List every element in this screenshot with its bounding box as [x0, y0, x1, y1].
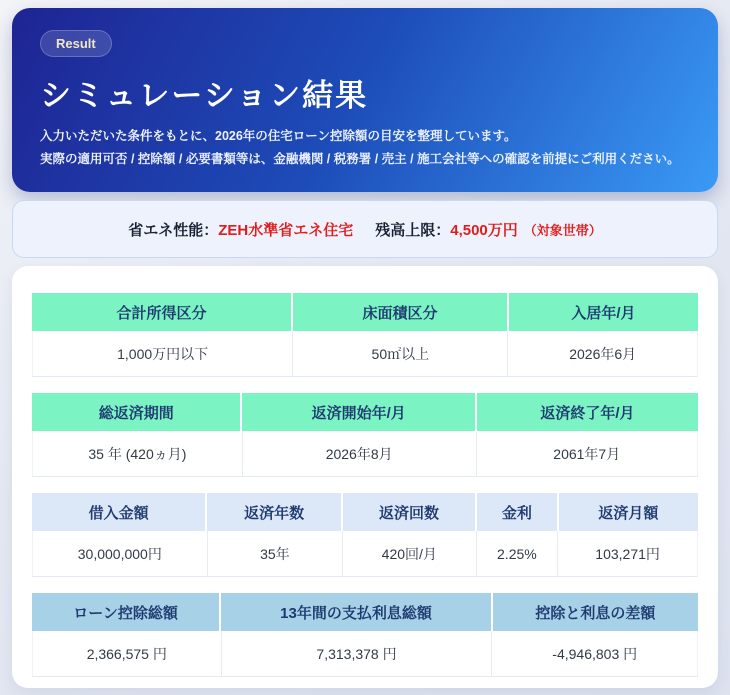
- column-header: 返済終了年/月: [477, 393, 698, 431]
- value-cell: 103,271円: [558, 531, 697, 576]
- table-value-row: [32, 531, 698, 577]
- column-header: 返済月額: [559, 493, 698, 531]
- energy-performance-label: 省エネ性能：: [128, 221, 219, 239]
- result-tables-card: [12, 266, 718, 688]
- column-header: 13年間の支払利息総額: [221, 593, 493, 631]
- value-cell: 7,313,378 円: [222, 631, 493, 676]
- value-cell: 35年: [208, 531, 343, 576]
- column-header: 金利: [477, 493, 559, 531]
- table-header-row: [32, 293, 698, 331]
- table-header-row: [32, 593, 698, 631]
- column-header: 借入金額: [32, 493, 207, 531]
- result-badge: Result: [40, 30, 112, 57]
- table-value-row: [32, 331, 698, 377]
- column-header: 返済回数: [343, 493, 477, 531]
- loan-terms-table: [32, 493, 698, 577]
- income-floor-entry-table: [32, 293, 698, 377]
- column-header: 返済開始年/月: [242, 393, 476, 431]
- energy-performance-value: ZEH水準省エネ住宅: [218, 221, 354, 239]
- column-header: 床面積区分: [293, 293, 509, 331]
- balance-limit-note: （対象世帯）: [523, 222, 602, 238]
- balance-limit-label: 残高上限：: [375, 221, 451, 239]
- energy-performance-summary-bar: [12, 200, 718, 258]
- header-description-line-1: 入力いただいた条件をもとに、2026年の住宅ローン控除額の目安を整理しています。: [40, 129, 517, 143]
- column-header: 総返済期間: [32, 393, 242, 431]
- value-cell: 2,366,575 円: [33, 631, 222, 676]
- value-cell: 2061年7月: [477, 431, 697, 476]
- value-cell: 30,000,000円: [33, 531, 208, 576]
- value-cell: 1,000万円以下: [33, 331, 293, 376]
- value-cell: 420回/月: [343, 531, 476, 576]
- header-description-line-2: 実際の適用可否 / 控除額 / 必要書類等は、金融機関 / 税務署 / 売主 / 施工会社等への確認を前提にご利用ください。: [40, 152, 680, 167]
- column-header: 入居年/月: [509, 293, 698, 331]
- column-header: 控除と利息の差額: [493, 593, 698, 631]
- table-header-row: [32, 393, 698, 431]
- value-cell: 2026年6月: [508, 331, 697, 376]
- result-header-card: [12, 8, 718, 192]
- value-cell: 35 年 (420ヵ月): [33, 431, 243, 476]
- balance-limit-value: 4,500万円: [450, 221, 518, 239]
- value-cell: 50㎡以上: [293, 331, 508, 376]
- column-header: ローン控除総額: [32, 593, 221, 631]
- value-cell: 2026年8月: [243, 431, 477, 476]
- deduction-summary-table: [32, 593, 698, 677]
- table-value-row: [32, 631, 698, 677]
- repayment-period-table: [32, 393, 698, 477]
- value-cell: 2.25%: [477, 531, 559, 576]
- page-title: シミュレーション結果: [40, 78, 369, 113]
- value-cell: -4,946,803 円: [492, 631, 697, 676]
- column-header: 返済年数: [207, 493, 343, 531]
- column-header: 合計所得区分: [32, 293, 293, 331]
- table-value-row: [32, 431, 698, 477]
- table-header-row: [32, 493, 698, 531]
